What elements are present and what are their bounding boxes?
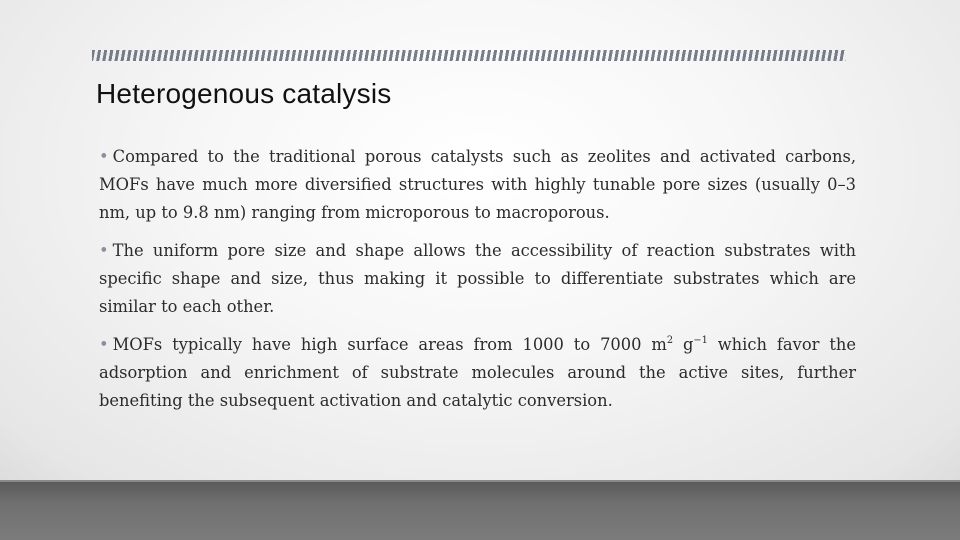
bullet-icon: •: [99, 335, 109, 354]
decorative-stripe-bar: [92, 50, 846, 61]
bullet-text-3-part-a: MOFs typically have high surface areas from 1000 to 7000 m: [112, 335, 667, 354]
bullet-item-3: [99, 331, 856, 415]
bullet-list: [99, 143, 856, 425]
slide-title: Heterogenous catalysis: [96, 78, 392, 109]
superscript-2: 2: [666, 335, 674, 347]
bullet-icon: •: [99, 241, 109, 260]
bullet-icon: •: [99, 147, 109, 166]
bullet-item-1: [99, 143, 856, 227]
floor-background: [0, 482, 960, 540]
bullet-item-2: [99, 237, 856, 321]
bullet-text-1: Compared to the traditional porous catalysts such as zeolites and activated carbons, MOFs have much more diversified structures with highly tunable pore sizes (usually 0–3 nm, up to 9.8 nm) ranging from microporous to macroporous.: [99, 147, 856, 222]
bullet-text-3-part-c: which favor the adsorption and enrichment of substrate molecules around the active sites, further benefiting the subsequent activation and catalytic conversion.: [99, 335, 856, 410]
bullet-text-3-part-b: g: [673, 335, 694, 354]
bullet-text-2: The uniform pore size and shape allows the accessibility of reaction substrates with specific shape and size, thus making it possible to differentiate substrates which are similar to each other.: [99, 241, 856, 316]
superscript-minus-1: −1: [693, 335, 708, 347]
